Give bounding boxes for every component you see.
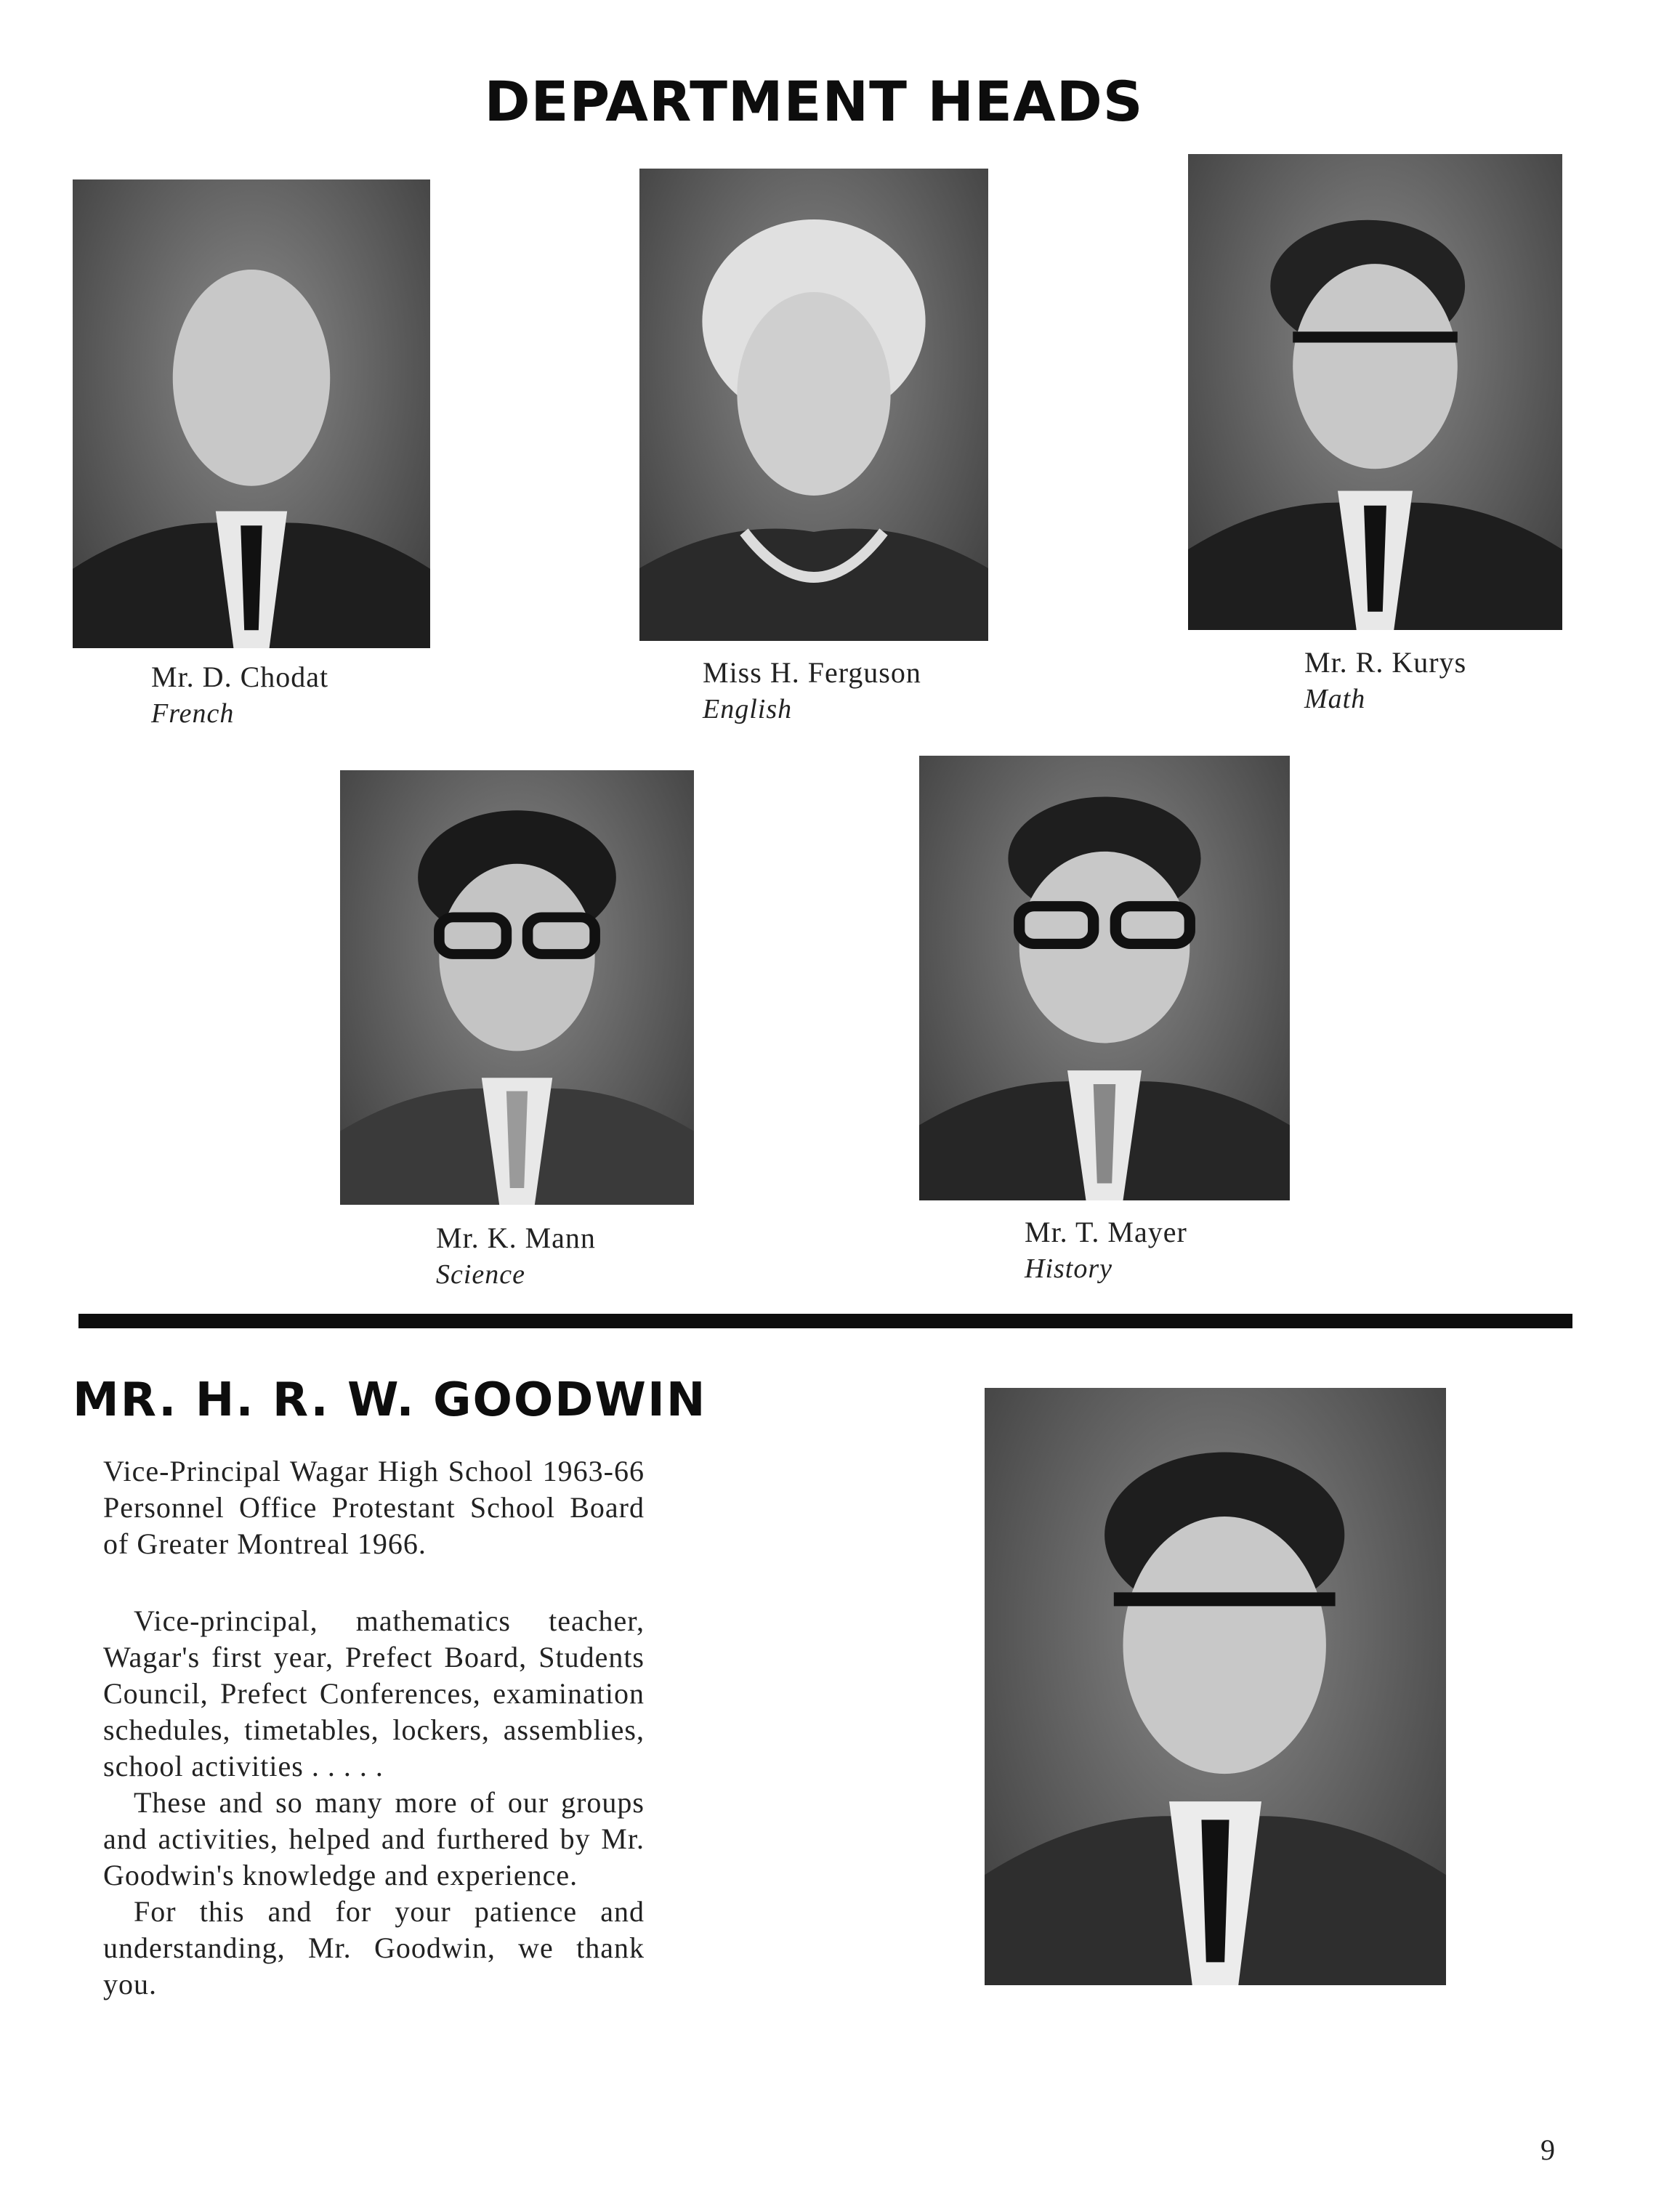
caption-dept-mann: Science: [436, 1259, 526, 1290]
portrait-mayer: [919, 756, 1290, 1200]
person-silhouette-icon: [340, 770, 694, 1205]
portrait-mann: [340, 770, 694, 1205]
caption-name-kurys: Mr. R. Kurys: [1304, 646, 1467, 679]
person-silhouette-icon: [1188, 154, 1562, 630]
portrait-kurys: [1188, 154, 1562, 630]
section-divider: [78, 1314, 1572, 1328]
caption-dept-ferguson: English: [703, 694, 793, 724]
feature-paragraph: For this and for your patience and understanding, Mr. Goodwin, we thank you.: [103, 1895, 645, 2000]
feature-paragraph: These and so many more of our groups and activities, helped and furthered by Mr. Goodwin's knowledge and experience.: [103, 1786, 645, 1891]
caption-name-ferguson: Miss H. Ferguson: [703, 656, 921, 689]
caption-name-chodat: Mr. D. Chodat: [151, 661, 329, 693]
caption-dept-mayer: History: [1025, 1253, 1112, 1284]
person-silhouette-icon: [985, 1388, 1446, 1985]
caption-name-mayer: Mr. T. Mayer: [1025, 1216, 1187, 1248]
feature-paragraph: Vice-principal, mathematics teacher, Wagar's first year, Prefect Board, Students Council, Prefect Conferences, examination schedules, timetables, lockers, assemblies, school activities . . . . .: [103, 1604, 645, 1782]
page-title: DEPARTMENT HEADS: [484, 69, 1144, 134]
feature-bio: [103, 1453, 645, 2003]
portrait-goodwin: [985, 1388, 1446, 1985]
caption-name-mann: Mr. K. Mann: [436, 1221, 596, 1254]
caption-dept-kurys: Math: [1304, 684, 1366, 714]
portrait-ferguson: [639, 169, 988, 641]
page-number: 9: [1540, 2133, 1555, 2166]
person-silhouette-icon: [73, 179, 430, 648]
person-silhouette-icon: [919, 756, 1290, 1200]
person-silhouette-icon: [639, 169, 988, 641]
portrait-chodat: [73, 179, 430, 648]
caption-dept-chodat: French: [151, 698, 235, 729]
feature-heading: MR. H. R. W. GOODWIN: [73, 1373, 707, 1427]
feature-intro: Vice-Principal Wagar High School 1963-66 Personnel Office Protestant School Board of Greater Montreal 1966.: [103, 1455, 645, 1560]
